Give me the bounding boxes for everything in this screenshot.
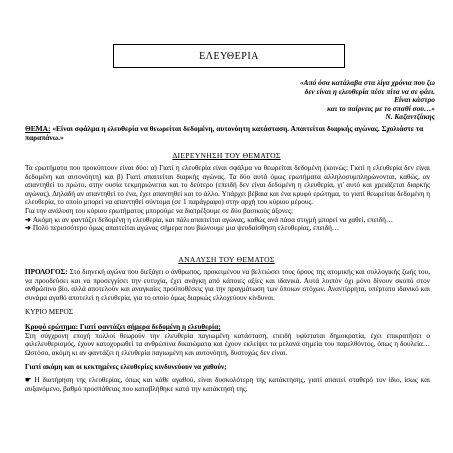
second-question: Γιατί ακόμη και οι κεκτημένες ελευθερίες κινδυνεύουν να χαθούν;: [25, 363, 227, 372]
investigation-bullet: [25, 224, 430, 233]
quote-author: Ν. Καζαντζάκης: [385, 112, 435, 122]
title-text: ΕΛΕΥΘΕΡΙΑ: [199, 50, 259, 62]
quote-line: δεν είναι η ελευθερία πέσε πίτα να σε φάει.: [304, 86, 435, 96]
investigation-paragraph: Τα ερωτήματα που προκύπτουν είναι δύο: α) Γιατί η ελευθερία είναι σφάλμα να θεωρείται δεδομένη (κοινώς: Γιατί η ελευθερία δεν είναι δεδομένη και αυτονόητη) και β) Γιατί απαιτείται διαρκής αγώνας. Τα δύο αυτά όμως ερωτήματα αλληλοσυμπληρώνονται, καθώς, αν απαντηθεί το πρώτο, στην ουσία τεκμηριώνεται και το δεύτερο (επειδή δεν είναι δεδομένη η ελευθερία, γι' αυτό και χρειάζεται διαρκής αγώνας). Δηλαδή αν απαντηθεί το ένα, έχει απαντηθεί και το άλλο. Υπάρχει βέβαια και ένα κρυφό ερώτημα, το γιατί θεωρείται δεδομένη η ελευθερία, το οποίο μπορεί να απαντηθεί σύντομα (σε 1 παράγραφο) στην αρχή του κύριου μέρους.: [25, 164, 430, 207]
quote-line: και το παίρνεις με το σπαθί σου…»: [327, 103, 435, 113]
pointing-hand-icon: ☛: [25, 375, 35, 384]
investigation-heading: ΔΙΕΡΕΥΝΗΣΗ ΤΟΥ ΘΕΜΑΤΟΣ: [172, 151, 281, 160]
investigation-bullet: [25, 216, 430, 225]
development-heading: ΑΝΑΛΥΣΗ ΤΟΥ ΘΕΜΑΤΟΣ: [178, 255, 275, 264]
development-section: [25, 268, 430, 393]
theme-text: «Είναι σφάλμα η ελευθερία να θεωρείται δεδομένη, αυτονόητη κατάσταση. Απαιτείται διαρκής αγώνας. Σχολιάστε τα παραπάνω.»: [25, 124, 424, 142]
investigation-section: [25, 164, 430, 233]
prologue-paragraph: [25, 268, 430, 302]
arrow-icon: ➔: [25, 224, 33, 233]
bullet-text: Πολύ περισσότερο όμως απαιτείται αγώνας σήμερα που βιώνουμε μια ψευδαίσθηση ελευθερίας, επειδή…: [32, 224, 340, 233]
prologue-label: ΠΡΟΛΟΓΟΣ:: [25, 268, 68, 276]
theme-statement: [25, 124, 430, 142]
quote-line: «Από όσα κατάλαβα στα λίγα χρόνια που ζω: [299, 78, 435, 87]
document-title: [113, 44, 345, 68]
hidden-question: Κρυφό ερώτημα: Γιατί φαντάζει σήμερα δεδομένη η ελευθερία;: [25, 322, 221, 331]
hidden-question-text: Στη σύγχρονη εποχή πολλοί θεωρούν την ελευθερία παγιωμένη κατάσταση, επειδή υφίσταται δημοκρατία, έχει επικρατήσει ο φιλελευθερισμός, έχουν κατοχυρωθεί τα ανθρώπινα δικαιώματα και έχουν εκλείψει τα μελανά σημεία του παρελθόντος, όπως η δουλεία… Ωστόσο, ακόμη κι αν φαντάζει η ελευθερία παγιωμένη και αυτονόητη, δυστυχώς δεν είναι.: [25, 331, 430, 357]
arrow-icon: ➔: [25, 215, 33, 224]
prologue-text: Στο διηνεκή αγώνα που διεξάγει ο άνθρωπος, προκειμένου να βελτιώσει τους όρους της ατομικής και συλλογικής ζωής του, να προοδεύσει και να προσεγγίσει την ευτυχία, έχει ανάγκη από κάποιες αξίες και ιδανικά. Αυτά λοιπόν όχι μόνο δίνουν σκοπό στον ανθρώπινο βίο, αλλά αποτελούν και αναγκαίες προϋποθέσεις για την πραγμάτωση των όποιων στόχων. Αναντίρρητα, υπέρτατο ιδανικό και συνάμα αγαθό αποτελεί η ελευθερία, για το οποίο όμως διαρκώς ελλοχεύουν κίνδυνοι.: [25, 268, 431, 302]
bullet-text: Ακόμη κι αν φαντάζει δεδομένη η ελευθερία, και πάλι απαιτείται αγώνας, καθώς ανά πάσα στιγμή μπορεί να χαθεί, επειδή…: [32, 215, 394, 224]
theme-label: ΘΕΜΑ:: [25, 124, 51, 133]
investigation-intro: Για την ανάλυση του κύριου ερωτήματος μπορούμε να διατρέξουμε σε δύο βασικούς άξονες:: [25, 206, 293, 215]
main-body-heading: ΚΥΡΙΟ ΜΕΡΟΣ: [25, 308, 73, 317]
second-question-paragraph: [25, 376, 430, 393]
second-question-text: Η διατήρηση της ελευθερίας, όπως και κάθε αγαθού, είναι δυσκολότερη της κατάκτησης, γιατί απαιτεί σταθερό τον ίδιο, ίσως και αυξανόμενο, βαθμό προσπάθειας που καταβλήθηκε κατά την κατάκτησή της.: [25, 375, 430, 393]
epigraph-quote: [185, 79, 435, 122]
quote-line: Είναι κάστρο: [394, 95, 435, 105]
